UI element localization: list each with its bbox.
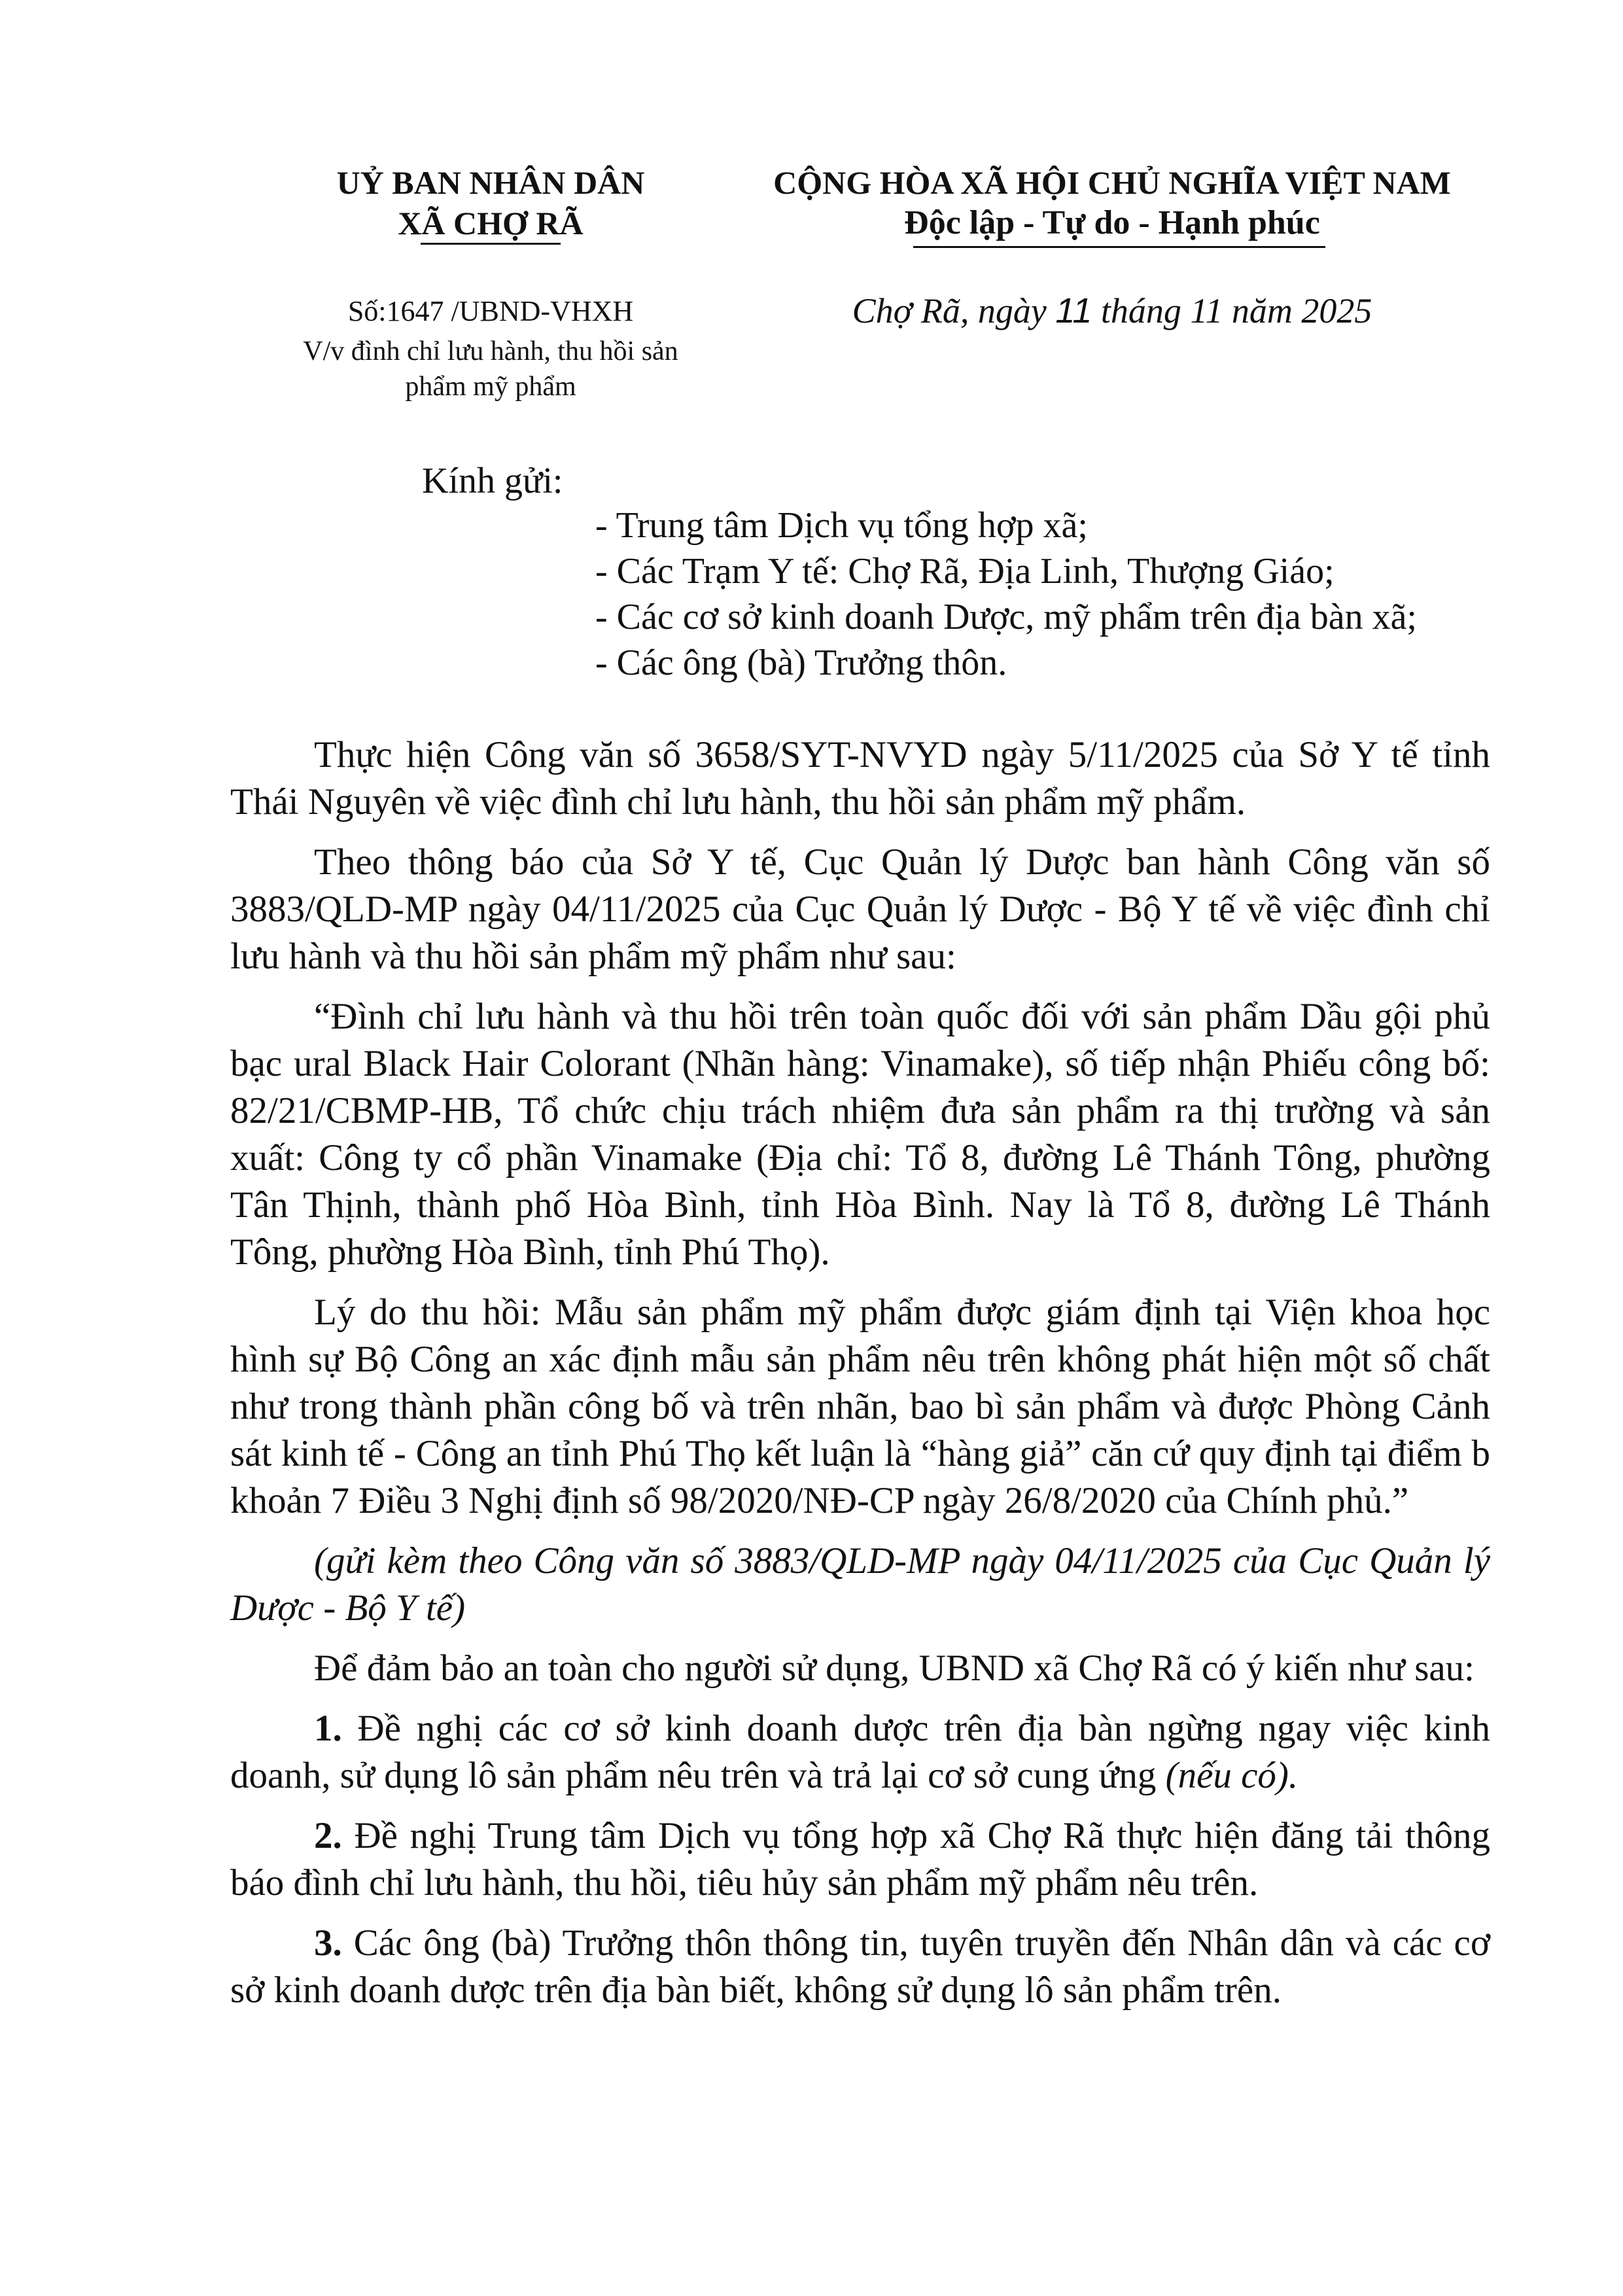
unit-underline [421,243,561,245]
document-subject [249,334,733,404]
item-text: Các ông (bà) Trưởng thôn thông tin, tuyên truyền đến Nhân dân và các cơ sở kinh doanh dược trên địa bàn biết, không sử dụng lô sản phẩm trên. [230,1922,1490,2011]
document-body [230,732,1490,2014]
national-motto: Độc lập - Tự do - Hạnh phúc [904,204,1320,241]
directive-item-2 [230,1812,1490,1907]
quoted-notice: “Đình chỉ lưu hành và thu hồi trên toàn quốc đối với sản phẩm Dầu gội phủ bạc ural Black Hair Colorant (Nhãn hàng: Vinamake), số tiếp nhận Phiếu công bố: 82/21/CBMP-HB, Tổ chức chịu trách nhiệm đưa sản phẩm ra thị trường và sản xuất: Công ty cổ phần Vinamake (Địa chỉ: Tổ 8, đường Lê Thánh Tông, phường Tân Thịnh, thành phố Hòa Bình, tỉnh Hòa Bình. Nay là Tổ 8, đường Lê Thánh Tông, phường Hòa Bình, tỉnh Phú Thọ). [230,996,1490,1273]
recall-reason: Lý do thu hồi: Mẫu sản phẩm mỹ phẩm được giám định tại Viện khoa học hình sự Bộ Công an xác định mẫu sản phẩm nêu trên không phát hiện một số chất như trong thành phần công bố và trên nhãn, bao bì sản phẩm và được Phòng Cảnh sát kinh tế - Công an tỉnh Phú Thọ kết luận là “hàng giả” căn cứ quy định tại điểm b khoản 7 Điều 3 Nghị định số 98/2020/NĐ-CP ngày 26/8/2020 của Chính phủ.” [230,1292,1490,1521]
recipient-item: - Các ông (bà) Trưởng thôn. [595,643,1007,683]
document-number: Số:1647 /UBND-VHXH [347,295,634,327]
item-text: Đề nghị các cơ sở kinh doanh dược trên địa bàn ngừng ngay việc kinh doanh, sử dụng lô sản phẩm nêu trên và trả lại cơ sở cung ứng [230,1708,1490,1796]
date-place: Chợ Rã, ngày [852,291,1047,330]
salutation: Kính gửi: [422,461,563,501]
item-number: 1. [314,1708,342,1749]
directive-item-3 [230,1920,1490,2014]
subject-line-1: V/v đình chỉ lưu hành, thu hồi sản [303,336,678,366]
recipient-item: - Trung tâm Dịch vụ tổng hợp xã; [595,505,1088,546]
recipient-item: - Các cơ sở kinh doanh Dược, mỹ phẩm trên địa bàn xã; [595,597,1417,637]
item-text: Đề nghị Trung tâm Dịch vụ tổng hợp xã Chợ Rã thực hiện đăng tải thông báo đình chỉ lưu hành, thu hồi, tiêu hủy sản phẩm mỹ phẩm nêu trên. [230,1815,1490,1903]
item-number: 2. [314,1815,342,1856]
body-paragraph: Theo thông báo của Sở Y tế, Cục Quản lý Dược ban hành Công văn số 3883/QLD-MP ngày 04/11/2025 của Cục Quản lý Dược - Bộ Y tế về việc đình chỉ lưu hành và thu hồi sản phẩm mỹ phẩm như sau: [230,841,1490,977]
date-day: 11 [1055,291,1092,330]
issuing-authority: UỶ BAN NHÂN DÂN [336,164,645,201]
national-title: CỘNG HÒA XÃ HỘI CHỦ NGHĨA VIỆT NAM [773,164,1451,201]
body-paragraph: Thực hiện Công văn số 3658/SYT-NVYD ngày 5/11/2025 của Sở Y tế tỉnh Thái Nguyên về việc đình chỉ lưu hành, thu hồi sản phẩm mỹ phẩm. [230,734,1490,822]
date-month-year: tháng 11 năm 2025 [1100,291,1372,330]
recipient-item: - Các Trạm Y tế: Chợ Rã, Địa Linh, Thượng Giáo; [595,551,1335,592]
attachment-note: (gửi kèm theo Công văn số 3883/QLD-MP ngày 04/11/2025 của Cục Quản lý Dược - Bộ Y tế) [230,1540,1490,1629]
directive-item-1 [230,1705,1490,1799]
item-note: (nếu có). [1165,1755,1299,1796]
subject-line-2: phẩm mỹ phẩm [405,372,576,402]
issuing-unit: XÃ CHỢ RÃ [398,205,584,241]
item-number: 3. [314,1922,342,1964]
motto-underline [913,246,1325,248]
recipient-list [595,503,1417,686]
document-date [726,291,1498,331]
body-paragraph: Để đảm bảo an toàn cho người sử dụng, UBND xã Chợ Rã có ý kiến như sau: [314,1648,1475,1689]
